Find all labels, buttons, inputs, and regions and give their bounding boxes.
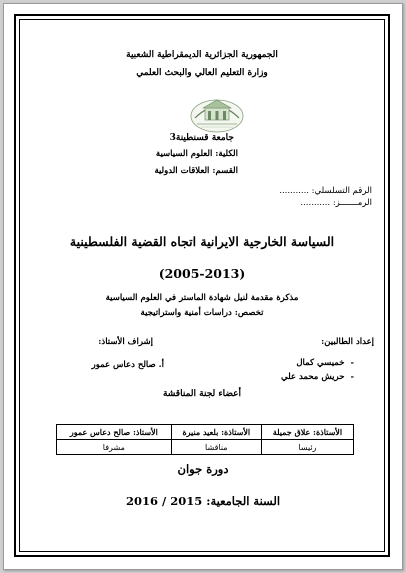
thesis-note: مذكرة مقدمة لنيل شهادة الماستر في العلوم السياسية <box>105 293 299 303</box>
session-term: دورة جوان <box>177 462 229 476</box>
committee-member-role: رئيسا <box>261 440 353 455</box>
committee-member-name: الأستاذة: بلعيد منيرة <box>171 425 261 440</box>
committee-names-row <box>57 425 354 440</box>
university-name: جامعة قسنطينة3 <box>169 133 234 143</box>
university-logo-icon <box>189 94 245 134</box>
committee-member-role: مشرفا <box>57 440 172 455</box>
prepared-by-label: إعداد الطالبين: <box>321 337 374 347</box>
supervisor-label: إشراف الأستاذ: <box>98 337 153 347</box>
academic-year: السنة الجامعية: 2015 / 2016 <box>125 494 281 508</box>
serial-number-field: الرقم التسلسلي: ........... <box>279 186 372 196</box>
committee-member-name: الأستاذ: صالح دعاس عمور <box>57 425 172 440</box>
student-2: -حريش محمد علي <box>281 372 354 382</box>
specialty-line: تخصص: دراسات أمنية واستراتيجية <box>140 308 264 318</box>
thesis-title: السياسة الخارجية الايرانية اتجاه القضية الفلسطينية <box>69 234 335 249</box>
committee-heading: أعضاء لجنة المناقشة <box>162 389 242 399</box>
committee-member-role: مناقشا <box>171 440 261 455</box>
student-1: -خميسي كمال <box>296 358 354 368</box>
committee-roles-row <box>57 440 354 455</box>
committee-member-name: الأستاذة: علاق جميلة <box>261 425 353 440</box>
code-field: الرمـــــــز: ........... <box>300 198 372 208</box>
republic-heading: الجمهورية الجزائرية الديمقراطية الشعبية <box>126 50 278 60</box>
document-page <box>3 3 403 570</box>
thesis-years: (2005-2013) <box>158 266 246 281</box>
committee-table <box>56 424 354 455</box>
supervisor-name: أ. صالح دعاس عمور <box>91 360 164 370</box>
faculty-line: الكلية: العلوم السياسية <box>155 149 238 159</box>
department-line: القسم: العلاقات الدولية <box>154 166 238 176</box>
ministry-heading: وزارة التعليم العالي والبحث العلمي <box>136 68 268 78</box>
